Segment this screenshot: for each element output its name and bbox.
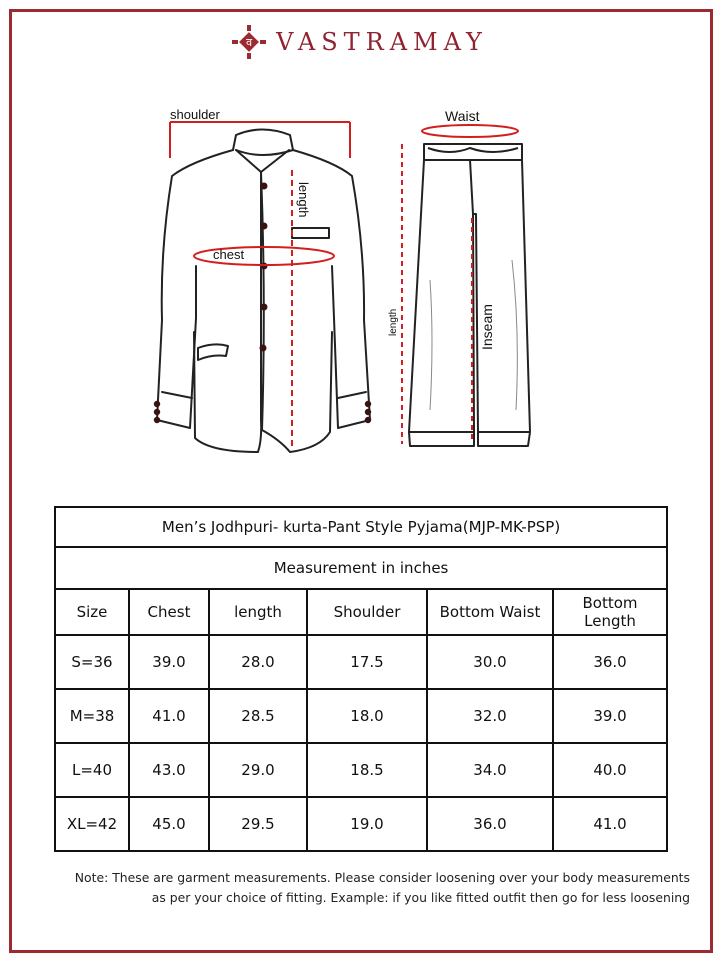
cell-shoulder: 18.5: [307, 743, 427, 797]
cell-chest: 45.0: [129, 797, 209, 851]
table-row: [55, 797, 667, 851]
header-size: Size: [55, 589, 129, 635]
cell-size: S=36: [55, 635, 129, 689]
header-bottom-waist: Bottom Waist: [427, 589, 553, 635]
cell-length: 28.0: [209, 635, 307, 689]
cell-bottom-length: 39.0: [553, 689, 667, 743]
table-row: [55, 743, 667, 797]
cell-length: 29.5: [209, 797, 307, 851]
note-line-1: Note: These are garment measurements. Please consider loosening over your body measurements: [74, 870, 690, 885]
cell-size: M=38: [55, 689, 129, 743]
table-row: [55, 689, 667, 743]
fitting-note: [30, 868, 690, 908]
shoulder-label: shoulder: [170, 107, 220, 122]
cell-bottom-waist: 36.0: [427, 797, 553, 851]
jacket-drawing: [157, 130, 370, 453]
pant-drawing: [409, 144, 530, 446]
chest-label: chest: [213, 247, 245, 262]
table-header-row: [55, 589, 667, 635]
header-length: length: [209, 589, 307, 635]
cell-bottom-waist: 32.0: [427, 689, 553, 743]
table-row: [55, 635, 667, 689]
cell-length: 29.0: [209, 743, 307, 797]
header-bottom-length: Bottom Length: [553, 589, 667, 635]
inseam-label: Inseam: [479, 304, 495, 350]
table-subtitle: Measurement in inches: [55, 547, 667, 589]
cell-chest: 43.0: [129, 743, 209, 797]
cell-bottom-waist: 30.0: [427, 635, 553, 689]
pant-measure-lines: [402, 125, 518, 444]
cell-bottom-length: 36.0: [553, 635, 667, 689]
cell-bottom-waist: 34.0: [427, 743, 553, 797]
cell-bottom-length: 41.0: [553, 797, 667, 851]
header-chest: Chest: [129, 589, 209, 635]
cell-shoulder: 17.5: [307, 635, 427, 689]
cell-length: 28.5: [209, 689, 307, 743]
svg-text:व: व: [246, 36, 253, 49]
waist-label: Waist: [445, 108, 480, 124]
note-line-2: as per your choice of fitting. Example: if you like fitted outfit then go for less loosening: [151, 890, 690, 905]
cell-shoulder: 19.0: [307, 797, 427, 851]
size-chart-table: [54, 506, 668, 852]
brand-name: VASTRAMAY: [276, 28, 488, 56]
table-title: Men’s Jodhpuri- kurta-Pant Style Pyjama(MJP-MK-PSP): [55, 507, 667, 547]
cell-chest: 41.0: [129, 689, 209, 743]
cell-shoulder: 18.0: [307, 689, 427, 743]
cell-size: L=40: [55, 743, 129, 797]
cell-chest: 39.0: [129, 635, 209, 689]
cell-bottom-length: 40.0: [553, 743, 667, 797]
pant-length-label: length: [388, 308, 399, 336]
header-shoulder: Shoulder: [307, 589, 427, 635]
jacket-length-label: length: [296, 182, 311, 218]
cell-size: XL=42: [55, 797, 129, 851]
